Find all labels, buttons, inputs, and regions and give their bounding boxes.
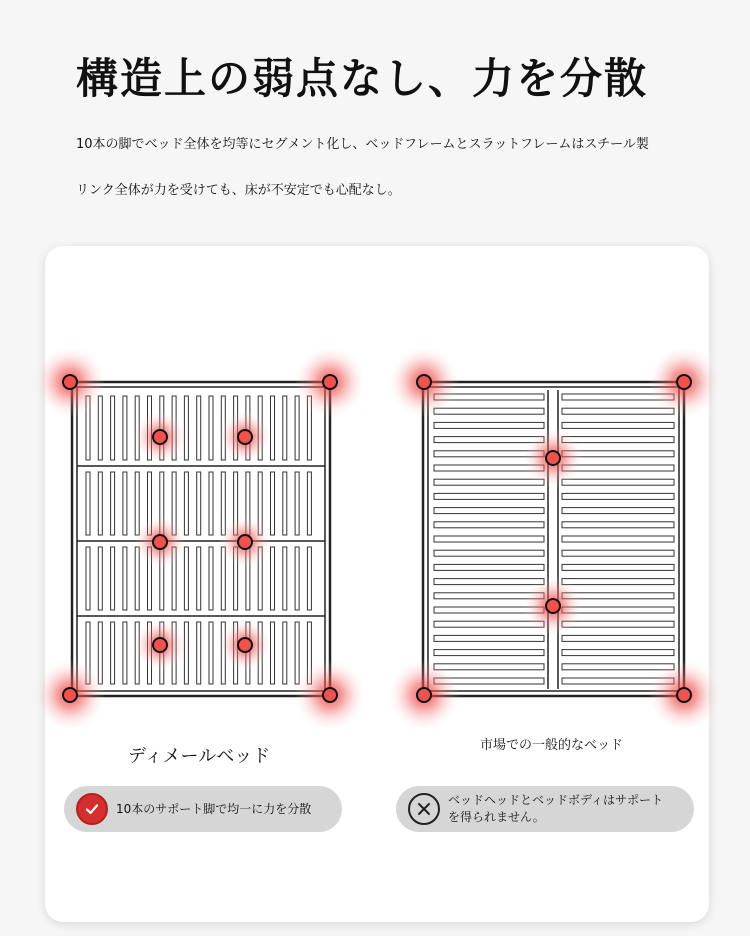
check-icon (76, 793, 108, 825)
left-feature-pill (64, 786, 342, 832)
right-pill-text: ベッドヘッドとベッドボディはサポートを得られません。 (448, 793, 664, 824)
right-feature-pill (396, 786, 694, 832)
right-caption: 市場での一般的なベッド (480, 738, 624, 753)
left-bed-frame (72, 382, 330, 696)
page-title: 構造上の弱点なし、力を分散 (76, 54, 649, 103)
description-line-2: リンク全体が力を受けても、床が不安定でも心配なし。 (76, 183, 401, 198)
left-caption: ディメールベッド (128, 746, 271, 767)
support-points (34, 346, 720, 731)
description-line-1: 10本の脚でベッド全体を均等にセグメント化し、ベッドフレームとスラットフレームはスチール製 (76, 137, 649, 152)
cross-icon (408, 793, 440, 825)
left-pill-text: 10本のサポート脚で均一に力を分散 (116, 801, 312, 816)
